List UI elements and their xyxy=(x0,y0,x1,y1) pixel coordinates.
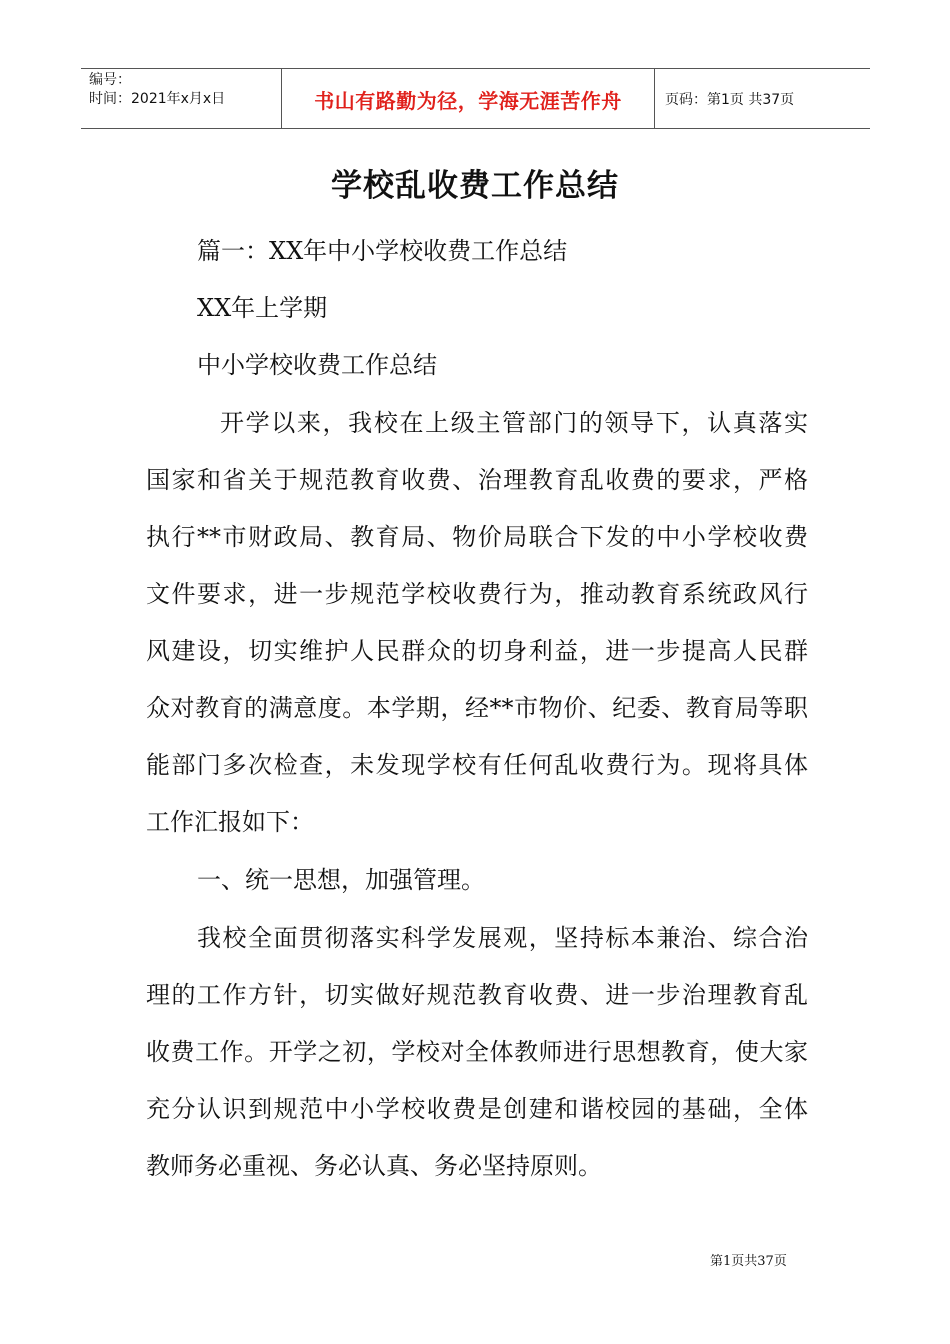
para1-line: 风建设，切实维护人民群众的切身利益，进一步提高人民群 xyxy=(146,637,808,665)
page-footer: 第1页共37页 xyxy=(710,1254,787,1269)
para1-line: 众对教育的满意度。本学期，经**市物价、纪委、教育局等职 xyxy=(146,694,808,722)
para2-line: 理的工作方针，切实做好规范教育收费、进一步治理教育乱 xyxy=(146,981,808,1009)
subtitle-2: XX年上学期 xyxy=(197,294,328,322)
para2-line: 收费工作。开学之初，学校对全体教师进行思想教育，使大家 xyxy=(146,1038,808,1066)
para2-line: 我校全面贯彻落实科学发展观，坚持标本兼治、综合治 xyxy=(197,924,808,952)
para2-line: 教师务必重视、务必认真、务必坚持原则。 xyxy=(146,1152,602,1180)
subtitle-1: 篇一：XX年中小学校收费工作总结 xyxy=(197,237,568,265)
number-label: 编号： xyxy=(89,72,131,88)
para2-line: 充分认识到规范中小学校收费是创建和谐校园的基础，全体 xyxy=(146,1095,808,1123)
document-title: 学校乱收费工作总结 xyxy=(331,168,619,204)
time-label: 时间：2021年x月x日 xyxy=(89,91,226,107)
para1-line: 国家和省关于规范教育收费、治理教育乱收费的要求，严格 xyxy=(146,466,808,494)
para1-line: 能部门多次检查，未发现学校有任何乱收费行为。现将具体 xyxy=(146,751,808,779)
section1-heading: 一、统一思想，加强管理。 xyxy=(197,866,485,894)
para1-line: 开学以来，我校在上级主管部门的领导下，认真落实 xyxy=(220,409,808,437)
para1-line: 工作汇报如下： xyxy=(146,808,314,836)
header-meta xyxy=(81,69,282,128)
subtitle-3: 中小学校收费工作总结 xyxy=(197,351,437,379)
header-motto: 书山有路勤为径，学海无涯苦作舟 xyxy=(282,69,655,128)
para1-line: 执行**市财政局、教育局、物价局联合下发的中小学校收费 xyxy=(146,523,808,551)
document-header xyxy=(81,68,870,129)
para1-line: 文件要求，进一步规范学校收费行为，推动教育系统政风行 xyxy=(146,580,808,608)
header-page-info: 页码：第1页 共37页 xyxy=(665,91,795,108)
